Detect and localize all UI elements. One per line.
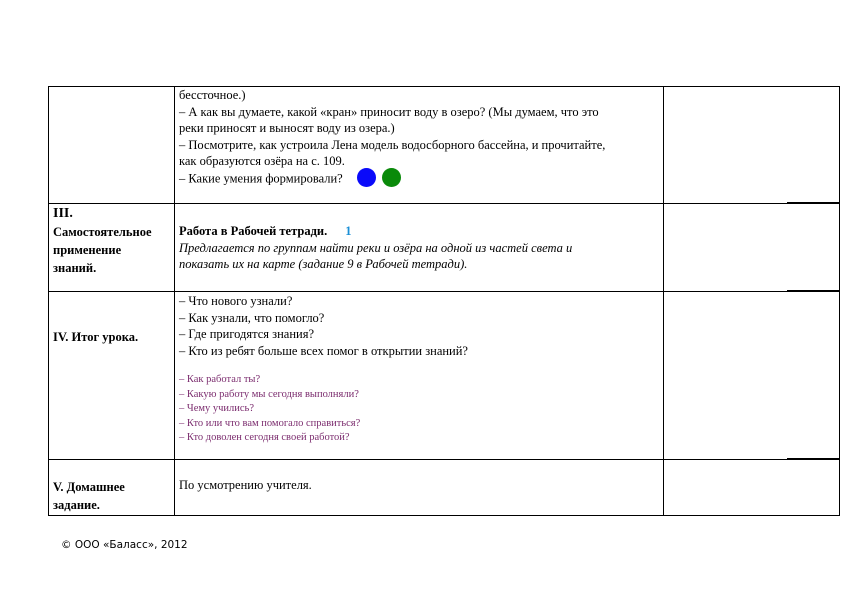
content-cell bbox=[175, 460, 664, 516]
text-line: По усмотрению учителя. bbox=[179, 478, 312, 492]
stage-label: применение bbox=[53, 243, 122, 257]
blue-circle-icon bbox=[357, 168, 376, 187]
border-accent bbox=[787, 458, 839, 460]
border-accent bbox=[787, 202, 839, 204]
table-row bbox=[49, 87, 840, 204]
reflection-line: – Чему учились? bbox=[179, 403, 254, 414]
green-circle-icon bbox=[382, 168, 401, 187]
text-line: – Где пригодятся знания? bbox=[179, 327, 315, 341]
stage-label: Самостоятельное bbox=[53, 225, 152, 239]
reflection-line: – Кто доволен сегодня своей работой? bbox=[179, 432, 350, 443]
notes-cell bbox=[664, 292, 840, 460]
copyright-footer: © ООО «Баласс», 2012 bbox=[61, 539, 188, 551]
text-line: – Что нового узнали? bbox=[179, 294, 293, 308]
stage-label: IV. Итог урока. bbox=[53, 330, 139, 344]
text-line: – Посмотрите, как устроила Лена модель водосборного бассейна, и прочитайте, bbox=[179, 137, 606, 152]
stage-number: III. bbox=[53, 206, 73, 221]
content-cell bbox=[175, 292, 664, 460]
notes-cell bbox=[664, 204, 840, 292]
border-accent bbox=[787, 290, 839, 292]
stage-label: задание. bbox=[53, 498, 100, 512]
task-badge: 1 bbox=[345, 224, 352, 238]
table-row bbox=[49, 460, 840, 516]
lesson-plan-table bbox=[48, 86, 840, 516]
text-line: бессточное.) bbox=[179, 88, 246, 102]
task-title: Работа в Рабочей тетради. bbox=[179, 224, 328, 238]
table-row bbox=[49, 204, 840, 292]
text-line: реки приносят и выносят воду из озера.) bbox=[179, 121, 395, 135]
notes-cell bbox=[664, 460, 840, 516]
text-line: – А как вы думаете, какой «кран» приносит воду в озеро? (Мы думаем, что это bbox=[179, 104, 599, 119]
notes-cell bbox=[664, 87, 840, 204]
stage-label: V. Домашнее bbox=[53, 480, 125, 494]
content-cell bbox=[175, 87, 664, 204]
text-line: Предлагается по группам найти реки и озёра на одной из частей света и bbox=[179, 240, 573, 255]
reflection-line: – Какую работу мы сегодня выполняли? bbox=[179, 388, 359, 400]
text-line: как образуются озёра на с. 109. bbox=[179, 154, 345, 168]
stage-cell bbox=[49, 204, 175, 292]
stage-cell bbox=[49, 292, 175, 460]
stage-cell bbox=[49, 87, 175, 204]
reflection-line: – Как работал ты? bbox=[179, 374, 261, 385]
text-line: – Кто из ребят больше всех помог в открытии знаний? bbox=[179, 343, 468, 358]
stage-label: знаний. bbox=[53, 261, 97, 275]
content-cell bbox=[175, 204, 664, 292]
text-line: показать их на карте (задание 9 в Рабочей тетради). bbox=[179, 257, 468, 271]
reflection-line: – Кто или что вам помогало справиться? bbox=[179, 417, 361, 429]
stage-cell bbox=[49, 460, 175, 516]
text-line: – Как узнали, что помогло? bbox=[179, 310, 325, 325]
table-row bbox=[49, 292, 840, 460]
text-line: – Какие умения формировали? bbox=[179, 170, 659, 189]
